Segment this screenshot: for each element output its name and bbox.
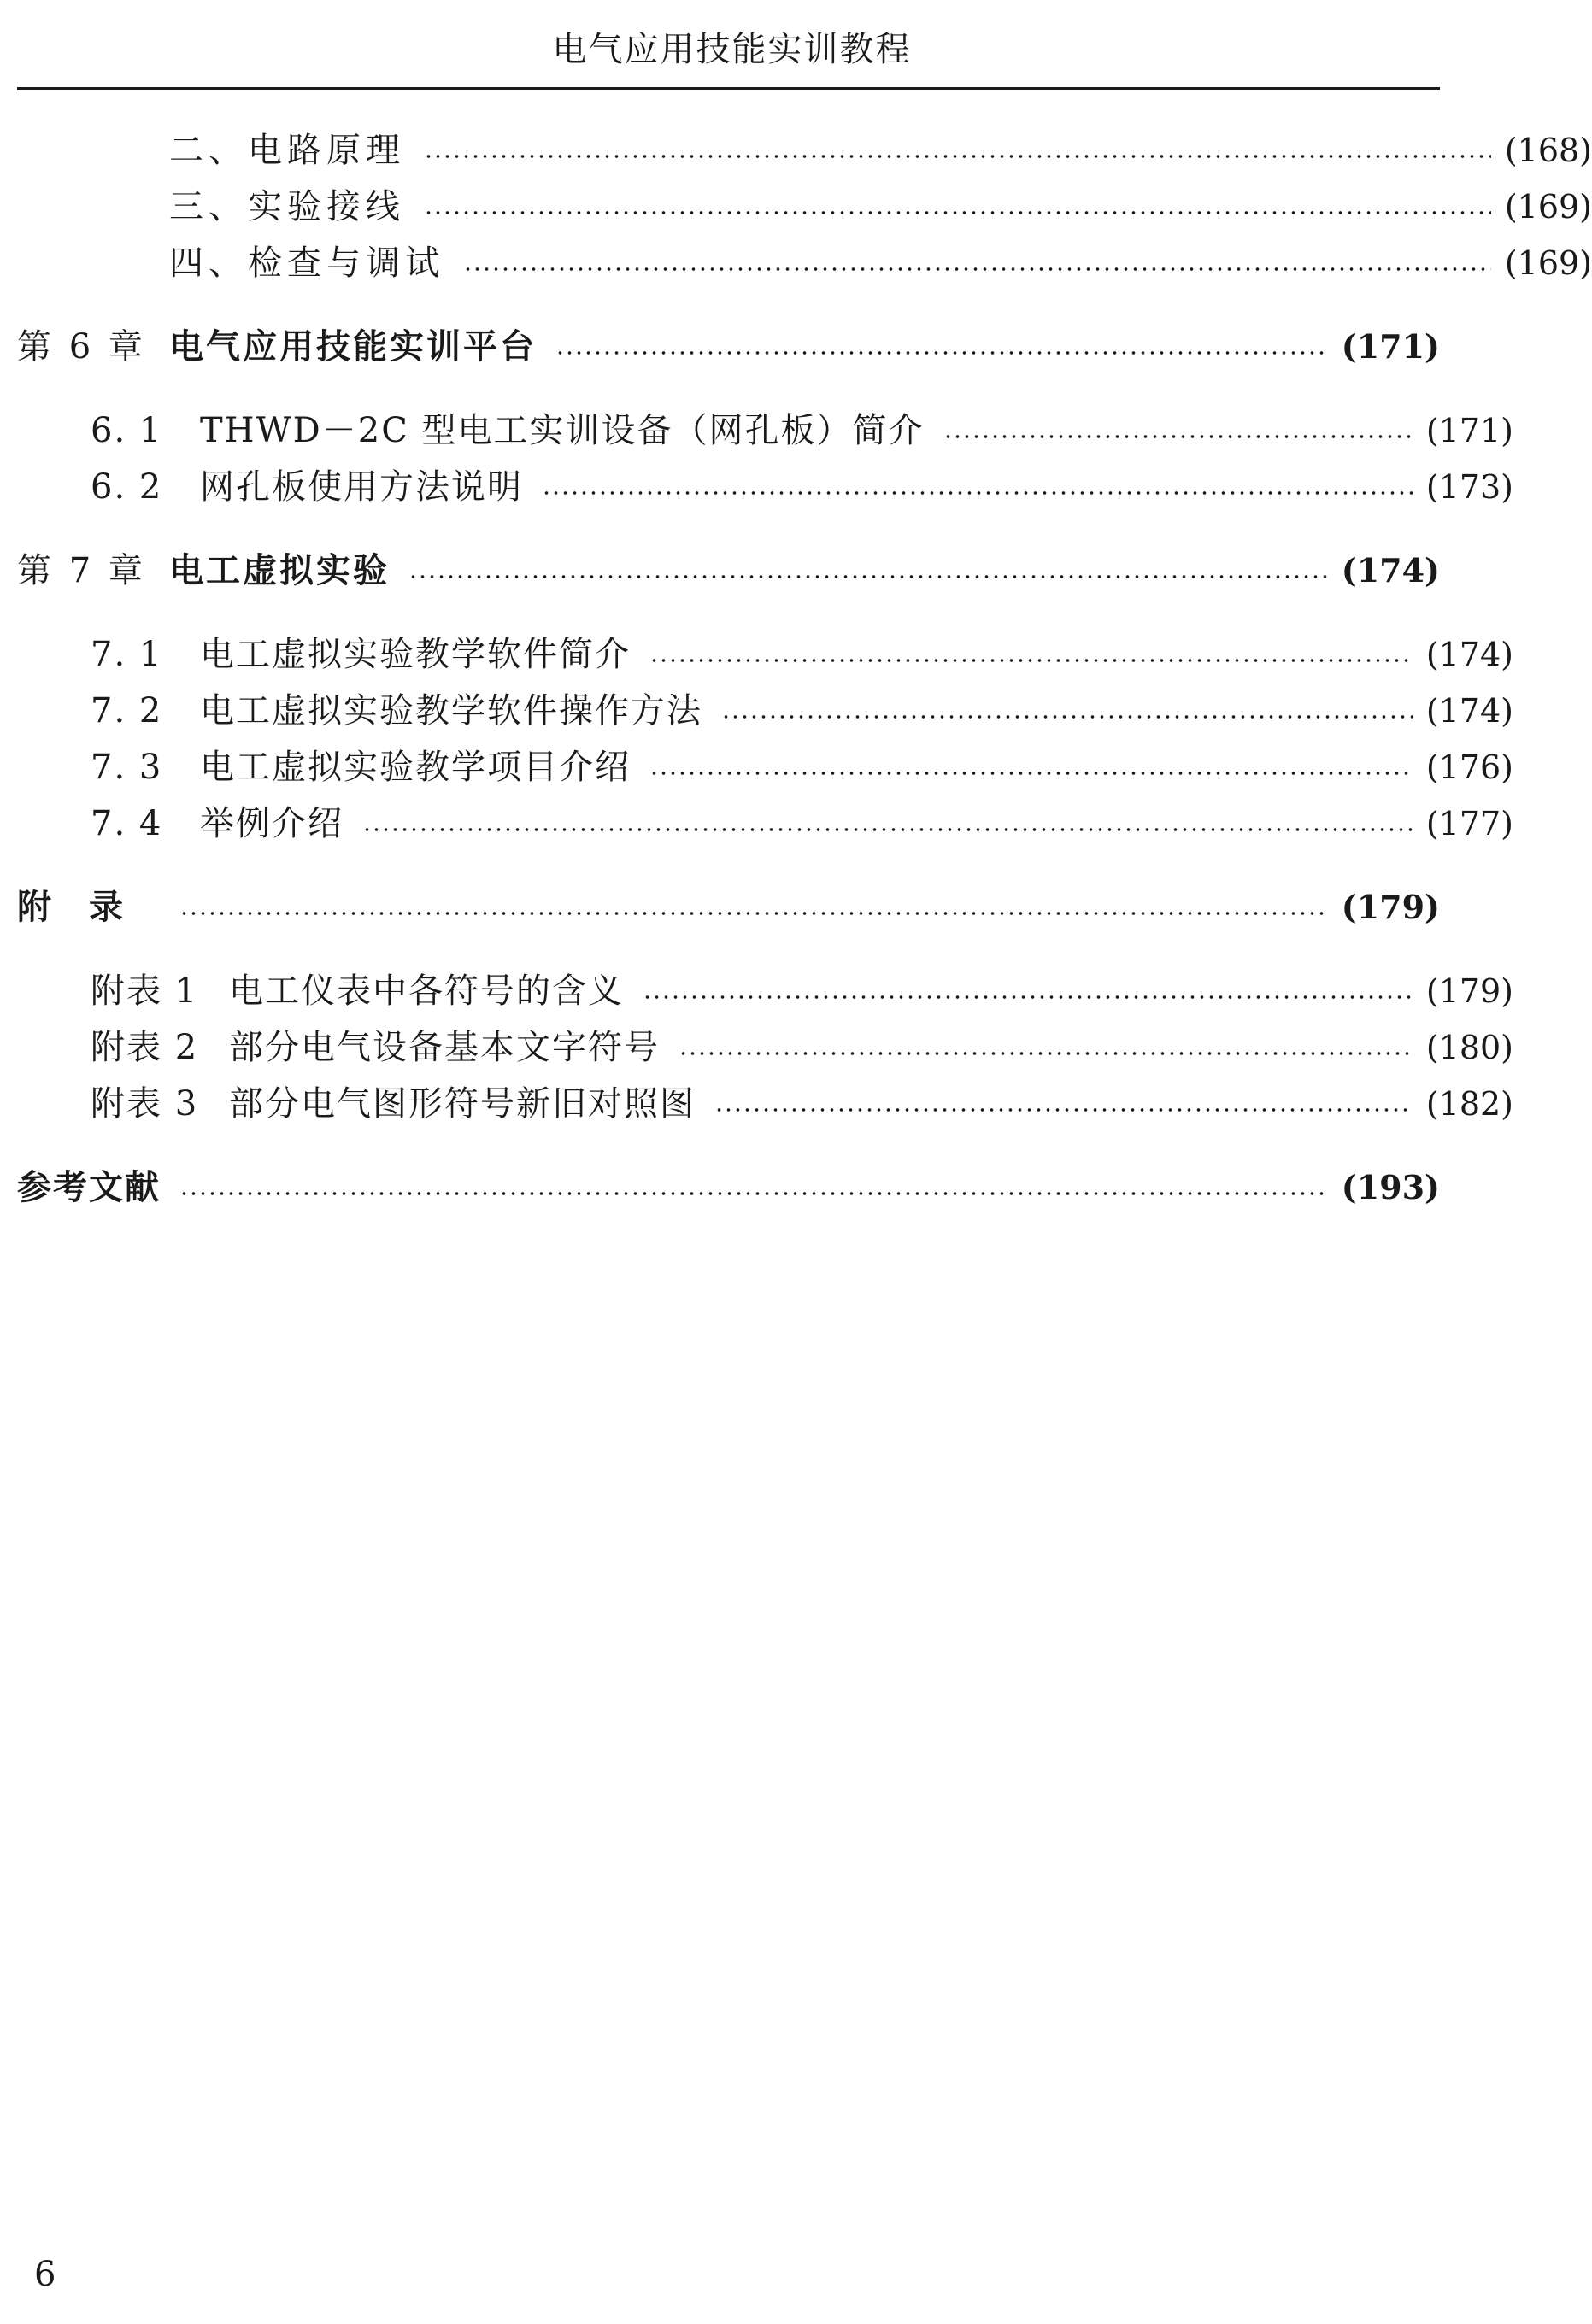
appendix-number: 附表 1 — [91, 971, 199, 1011]
toc-section — [17, 687, 1513, 735]
dot-leader — [408, 574, 1328, 579]
chapter-number: 第 6 章 — [17, 327, 146, 367]
toc-title: 四、检查与调试 — [169, 244, 444, 283]
section-title: THWD－2C 型电工实训设备（网孔板）简介 — [200, 411, 925, 450]
dot-leader — [649, 771, 1413, 776]
toc-page: (180) — [1425, 1029, 1513, 1066]
toc-section — [17, 463, 1513, 511]
dot-leader — [424, 154, 1491, 159]
appendix-title: 部分电气设备基本文字符号 — [229, 1028, 660, 1067]
appendix-title: 部分电气图形符号新旧对照图 — [229, 1084, 696, 1124]
toc-page: (174) — [1425, 636, 1513, 673]
toc-appendix-table — [17, 967, 1513, 1015]
dot-leader — [179, 911, 1328, 916]
dot-leader — [424, 210, 1491, 215]
section-number: 7. 3 — [91, 748, 163, 787]
section-title: 举例介绍 — [200, 804, 344, 843]
toc-entry — [17, 126, 1592, 174]
chapter-title: 电气应用技能实训平台 — [169, 327, 537, 367]
dot-leader — [463, 267, 1491, 272]
toc-page: (179) — [1341, 888, 1440, 926]
toc-page: (173) — [1425, 468, 1513, 506]
toc-page: (179) — [1425, 972, 1513, 1010]
appendix-heading: 附录 — [17, 888, 161, 927]
dot-leader — [542, 490, 1413, 496]
toc-page: (171) — [1341, 327, 1440, 366]
section-title: 电工虚拟实验教学软件简介 — [200, 635, 631, 674]
appendix-number: 附表 2 — [91, 1028, 199, 1067]
toc-page: (171) — [1425, 412, 1513, 449]
toc-title: 二、电路原理 — [169, 131, 405, 170]
section-number: 6. 1 — [91, 411, 163, 450]
dot-leader — [643, 995, 1413, 1000]
toc-appendix-table — [17, 1080, 1513, 1128]
chapter-title: 电工虚拟实验 — [169, 551, 390, 590]
toc-section — [17, 743, 1513, 791]
chapter-number: 第 7 章 — [17, 551, 146, 590]
appendix-title: 电工仪表中各符号的含义 — [229, 971, 624, 1011]
dot-leader — [721, 714, 1413, 719]
toc-page: (169) — [1504, 244, 1592, 282]
dot-leader — [649, 658, 1413, 663]
section-number: 7. 4 — [91, 804, 163, 843]
toc-title: 三、实验接线 — [169, 187, 405, 226]
toc-page: (169) — [1504, 188, 1592, 226]
running-head: 电气应用技能实训教程 — [552, 30, 912, 69]
toc-section — [17, 631, 1513, 678]
toc-page: (174) — [1425, 692, 1513, 730]
dot-leader — [555, 350, 1328, 355]
page-number: 6 — [34, 2255, 56, 2294]
dot-leader — [943, 434, 1413, 439]
section-title: 网孔板使用方法说明 — [200, 467, 523, 507]
appendix-number: 附表 3 — [91, 1084, 199, 1124]
toc-chapter — [17, 547, 1440, 595]
toc-page: (182) — [1425, 1085, 1513, 1123]
toc-entry — [17, 183, 1592, 231]
dot-leader — [179, 1191, 1328, 1196]
header-rule — [17, 87, 1440, 90]
toc-page: (177) — [1425, 805, 1513, 842]
toc-page: (193) — [1341, 1168, 1440, 1206]
toc-chapter — [17, 323, 1440, 371]
section-title: 电工虚拟实验教学项目介绍 — [200, 748, 631, 787]
dot-leader — [362, 827, 1413, 832]
section-number: 7. 2 — [91, 691, 163, 731]
toc-references — [17, 1164, 1440, 1212]
toc-page: (176) — [1425, 748, 1513, 786]
toc-page: (168) — [1504, 132, 1592, 169]
toc-appendix-table — [17, 1024, 1513, 1071]
toc-appendix-heading — [17, 883, 1440, 931]
toc-section — [17, 407, 1513, 455]
toc-section — [17, 800, 1513, 848]
section-number: 7. 1 — [91, 635, 163, 674]
dot-leader — [714, 1107, 1413, 1112]
toc-entry — [17, 239, 1592, 287]
section-number: 6. 2 — [91, 467, 163, 507]
references-title: 参考文献 — [17, 1168, 161, 1207]
dot-leader — [679, 1051, 1413, 1056]
section-title: 电工虚拟实验教学软件操作方法 — [200, 691, 702, 731]
toc-page: (174) — [1341, 551, 1440, 590]
